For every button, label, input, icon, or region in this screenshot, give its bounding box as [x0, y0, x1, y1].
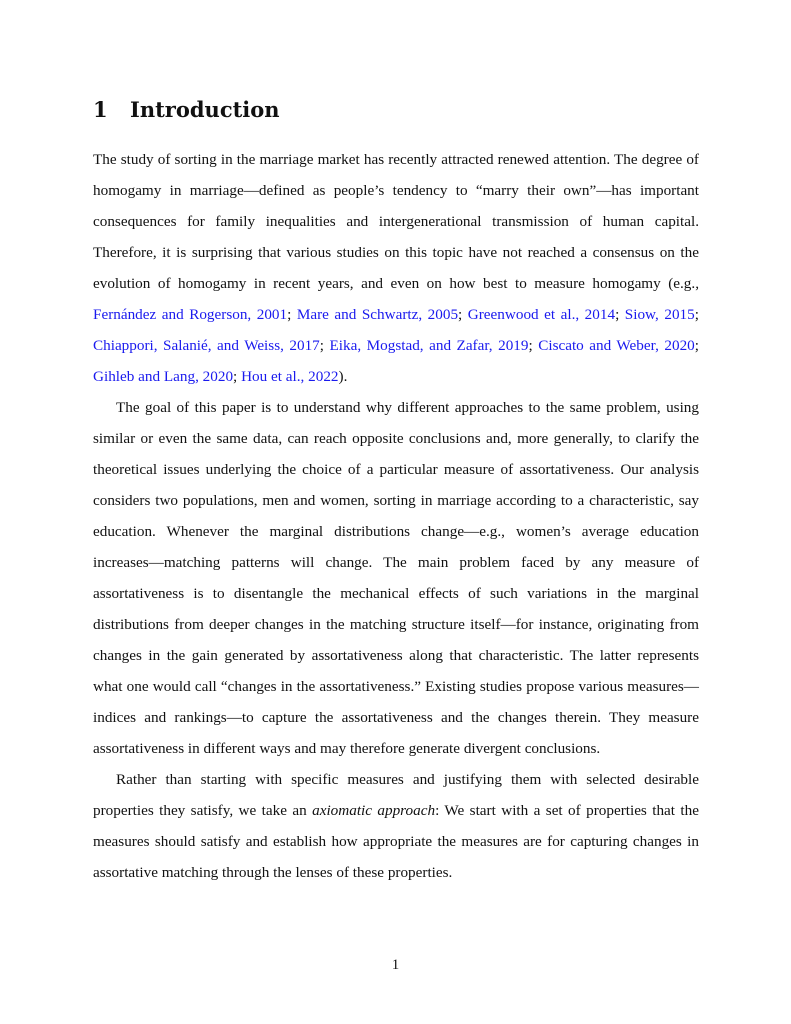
citation-separator: ;: [233, 368, 242, 385]
citation-separator: ;: [694, 337, 699, 354]
citation-separator: ;: [615, 306, 625, 323]
section-heading: [93, 96, 280, 124]
citation-link[interactable]: Eika, Mogstad, and Zafar, 2019: [329, 337, 529, 354]
paragraph-1-text: The study of sorting in the marriage market has recently attracted renewed attention. The degree of homogamy in marriage—defined as people’s tendency to “marry their own”—has important consequences for family inequalities and intergenerational transmission of human capital. Therefore, it is surprising that various studies on this topic have not reached a consensus on the evolution of homogamy in recent years, and even on how best to measure homogamy (e.g.,: [93, 151, 699, 292]
citation-separator: ;: [319, 337, 330, 354]
paragraph-3-text: Rather than starting with specific measures and justifying them with selected desirable properties they satisfy, we take an: [93, 771, 699, 819]
body-text: [93, 144, 699, 888]
citation-link[interactable]: Greenwood et al., 2014: [467, 306, 616, 323]
citation-separator: ;: [458, 306, 468, 323]
section-number: 1: [93, 97, 108, 122]
citation-separator: ;: [694, 306, 699, 323]
citation-link[interactable]: Mare and Schwartz, 2005: [296, 306, 459, 323]
citation-link[interactable]: Chiappori, Salanié, and Weiss, 2017: [93, 337, 320, 354]
paragraph-3: [93, 764, 699, 888]
page-number: 1: [391, 957, 400, 973]
paragraph-3-text-end: : We start with a set of properties that the measures should satisfy and establish how appropriate the measures are for capturing changes in assortative matching through the lenses of these properties.: [93, 802, 699, 881]
emphasis-text: axiomatic approach: [312, 802, 436, 819]
citation-separator: ;: [528, 337, 539, 354]
paragraph-1-closing: ).: [338, 368, 348, 385]
citation-link[interactable]: Gihleb and Lang, 2020: [93, 368, 234, 385]
citation-link[interactable]: Fernández and Rogerson, 2001: [93, 306, 288, 323]
citation-link[interactable]: Hou et al., 2022: [241, 368, 339, 385]
citation-link[interactable]: Siow, 2015: [624, 306, 695, 323]
citation-separator: ;: [287, 306, 297, 323]
paragraph-1: [93, 144, 699, 392]
paragraph-2: The goal of this paper is to understand why different approaches to the same problem, using similar or even the same data, can reach opposite conclusions and, more generally, to clarify the theoretical issues underlying the choice of a particular measure of assortativeness. Our analysis considers two populations, men and women, sorting in marriage according to a characteristic, say education. Whenever the marginal distributions change—e.g., women’s average education increases—matching patterns will change. The main problem faced by any measure of assortativeness is to disentangle the mechanical effects of such variations in the marginal distributions from deeper changes in the matching structure itself—for instance, originating from changes in the gain generated by assortativeness along that characteristic. The latter represents what one would call “changes in the assortativeness.” Existing studies propose various measures—indices and rankings—to capture the assortativeness and the changes therein. They measure assortativeness in different ways and may therefore generate divergent conclusions.: [93, 399, 699, 757]
citation-link[interactable]: Ciscato and Weber, 2020: [538, 337, 695, 354]
section-title: Introduction: [130, 97, 280, 122]
